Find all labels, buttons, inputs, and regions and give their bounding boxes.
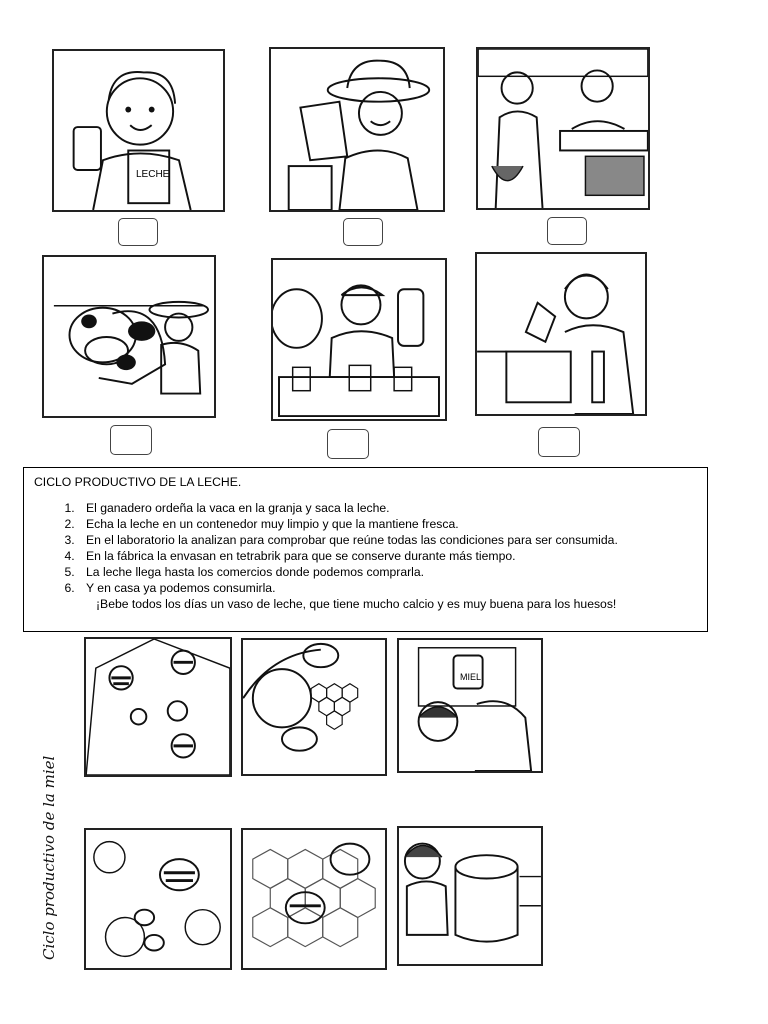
milk-cycle-text-box — [23, 467, 708, 632]
milk-carton-label: LECHE — [136, 169, 170, 180]
picture-factory-packaging — [271, 258, 447, 421]
answer-box-3[interactable] — [547, 217, 587, 245]
milk-cycle-steps — [34, 500, 697, 596]
answer-box-2[interactable] — [343, 218, 383, 246]
answer-box-4[interactable] — [110, 425, 152, 455]
honey-cycle-vertical-label: Ciclo productivo de la miel — [40, 755, 58, 960]
milk-step-2: 2. Echa la leche en un contenedor muy limpio y que la mantiene fresca. — [78, 516, 697, 532]
milk-step-6: 6. Y en casa ya podemos consumirla. — [78, 580, 697, 596]
milk-step-3: 3. En el laboratorio la analizan para comprobar que reúne todas las condiciones para ser consumida. — [78, 532, 697, 548]
picture-laboratory-analysis — [475, 252, 647, 416]
picture-buying-milk-at-shop — [476, 47, 650, 210]
answer-box-6[interactable] — [538, 427, 580, 457]
milk-step-1: 1. El ganadero ordeña la vaca en la granja y saca la leche. — [78, 500, 697, 516]
picture-child-with-honey-jar — [397, 638, 543, 773]
honey-jar-label: MIEL — [460, 672, 482, 682]
answer-box-1[interactable] — [118, 218, 158, 246]
milk-cycle-title: CICLO PRODUCTIVO DE LA LECHE. — [34, 475, 242, 489]
answer-box-5[interactable] — [327, 429, 369, 459]
milk-closing-text: ¡Bebe todos los días un vaso de leche, que tiene mucho calcio y es muy buena para los huesos! — [96, 597, 617, 611]
milk-step-4: 4. En la fábrica la envasan en tetrabrik para que se conserve durante más tiempo. — [78, 548, 697, 564]
milk-step-5: 5. La leche llega hasta los comercios donde podemos comprarla. — [78, 564, 697, 580]
picture-bees-honeycomb-cells — [241, 828, 387, 970]
picture-farmer-milking-cow — [42, 255, 216, 418]
picture-beekeeper-honeycomb — [241, 638, 387, 776]
picture-farmer-pouring-milk — [269, 47, 445, 212]
picture-bees-on-flowers — [84, 828, 232, 970]
picture-bees-hive-box — [84, 637, 232, 777]
picture-child-drinking-milk — [52, 49, 225, 212]
picture-beekeeper-extracting-honey — [397, 826, 543, 966]
